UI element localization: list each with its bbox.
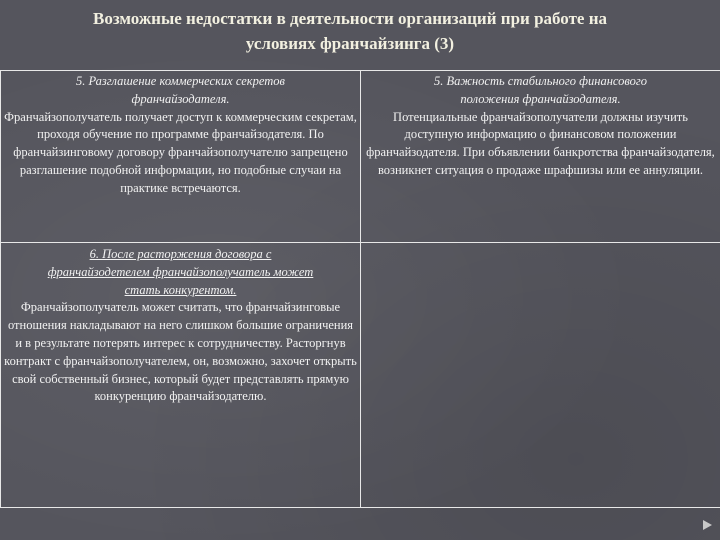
slide-title	[40, 6, 660, 56]
cell-heading-line-3: стать конкурентом.	[124, 282, 237, 297]
slide-title-line-2: условиях франчайзинга (3)	[245, 34, 455, 53]
cell-heading-line-2: положения франчайзодателя.	[460, 91, 621, 106]
cell-heading-line-1: 5. Разглашение коммерческих секретов	[76, 74, 285, 88]
slide-title-line-1: Возможные недостатки в деятельности организаций при работе на	[92, 9, 608, 28]
cell-body-text: Франчайзополучатель может считать, что франчайзинговые отношения накладывают на него слишком большие ограничения и в результате потерять интерес к сотрудничеству. Расторгнув контракт с франчайзополучателем, он, возможно, захочет открыть свой собственный бизнес, который будет представлять прямую конкуренцию франчайзодателю.	[4, 300, 357, 404]
cell-heading-line-1: 5. Важность стабильного финансового	[433, 74, 648, 88]
table-cell-disclosure-secrets	[0, 70, 361, 243]
table-cell-empty	[360, 242, 720, 508]
cell-heading-line-1: 6. После расторжения договора с	[89, 247, 272, 261]
table-cell-financial-stability	[360, 70, 720, 243]
slide-bullet-arrow-icon	[703, 520, 712, 530]
cell-heading-line-2: франчайзодетелем франчайзополучатель может	[47, 264, 314, 279]
cell-heading-line-2: франчайзодателя.	[131, 91, 230, 106]
table-cell-competitor-after-termination	[0, 242, 361, 508]
cell-body-text: Потенциальные франчайзополучатели должны изучить доступную информацию о финансовом положении франчайзодателя. При объявлении банкротства франчайзодателя, возникнет ситуация о продаже шрафшизы или ее аннуляции.	[366, 109, 715, 177]
cell-body-text: Франчайзополучатель получает доступ к коммерческим секретам, проходя обучение по программе франчайзодателя. По франчайзинговому договору франчайзополучателю запрещено разглашение подобной информации, но подобные случаи на практике встречаются.	[4, 109, 357, 195]
